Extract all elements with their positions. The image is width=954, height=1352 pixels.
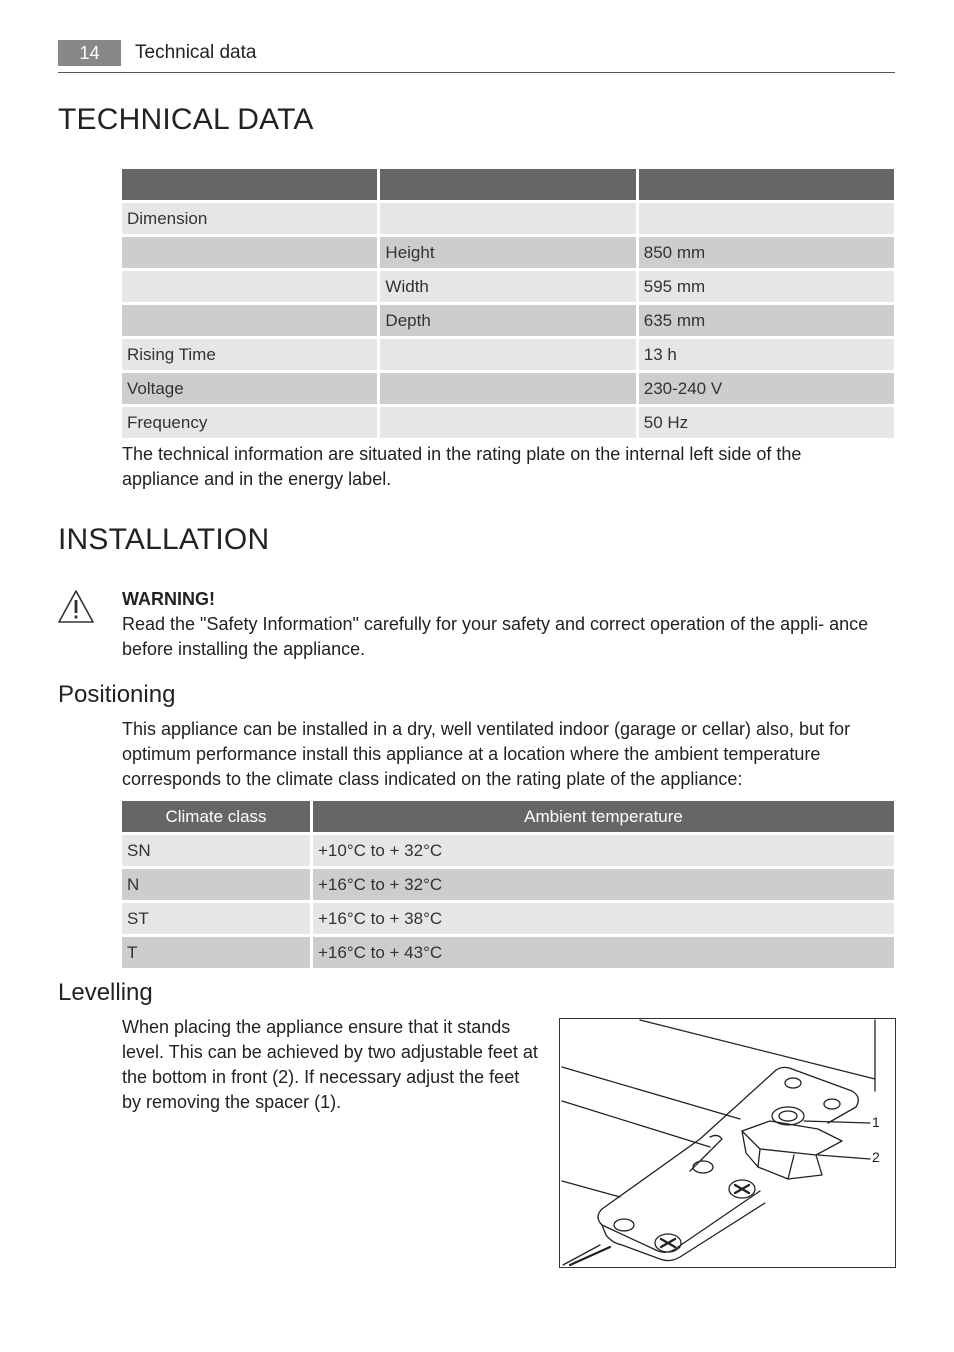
table-header-cell	[639, 169, 894, 200]
table-cell: +16°C to + 38°C	[313, 903, 894, 934]
table-row	[122, 407, 894, 438]
climate-class-table	[119, 798, 897, 971]
table-cell: +16°C to + 43°C	[313, 937, 894, 968]
page-number: 14	[58, 40, 121, 66]
table-row	[122, 835, 894, 866]
technical-data-table	[119, 166, 897, 441]
table-cell	[380, 339, 635, 370]
table-header-cell	[380, 169, 635, 200]
table-row	[122, 237, 894, 268]
table-cell: Voltage	[122, 373, 377, 404]
table-row	[122, 903, 894, 934]
technical-data-title: TECHNICAL DATA	[58, 103, 314, 136]
table-cell: 595 mm	[639, 271, 894, 302]
warning-triangle-icon	[57, 589, 95, 625]
technical-info-note: The technical information are situated in the rating plate on the internal left side of the appliance and in the energy label.	[122, 444, 802, 489]
table-cell: N	[122, 869, 310, 900]
ambient-temperature-header: Ambient temperature	[313, 801, 894, 832]
table-cell: Depth	[380, 305, 635, 336]
warning-title: WARNING!	[122, 589, 215, 609]
table-cell	[122, 237, 377, 268]
table-cell	[380, 407, 635, 438]
table-cell: 50 Hz	[639, 407, 894, 438]
climate-class-header: Climate class	[122, 801, 310, 832]
table-row	[122, 339, 894, 370]
table-cell: Dimension	[122, 203, 377, 234]
table-cell: +16°C to + 32°C	[313, 869, 894, 900]
warning-text: Read the "Safety Information" carefully for your safety and correct operation of the appli- ance before installing the appliance.	[122, 614, 869, 659]
callout-2: 2	[872, 1149, 880, 1165]
levelling-title: Levelling	[58, 979, 153, 1006]
table-row	[122, 373, 894, 404]
levelling-foot-illustration	[559, 1018, 896, 1268]
table-cell	[122, 305, 377, 336]
table-row	[122, 271, 894, 302]
table-header-row	[122, 801, 894, 832]
table-cell: Rising Time	[122, 339, 377, 370]
adjustable-foot-drawing	[560, 1019, 895, 1267]
table-cell	[380, 373, 635, 404]
table-cell: SN	[122, 835, 310, 866]
table-cell: 230-240 V	[639, 373, 894, 404]
table-row	[122, 203, 894, 234]
table-cell	[380, 203, 635, 234]
table-header-row	[122, 169, 894, 200]
installation-title: INSTALLATION	[58, 523, 270, 556]
table-cell	[639, 203, 894, 234]
callout-1: 1	[872, 1114, 880, 1130]
table-cell: Width	[380, 271, 635, 302]
table-cell: 13 h	[639, 339, 894, 370]
table-header-cell	[122, 169, 377, 200]
table-cell: ST	[122, 903, 310, 934]
levelling-text: When placing the appliance ensure that it stands level. This can be achieved by two adjustable feet at the bottom in front (2). If necessary adjust the feet by removing the spacer (1).	[122, 1017, 538, 1112]
positioning-title: Positioning	[58, 681, 176, 708]
table-cell: Height	[380, 237, 635, 268]
table-row	[122, 937, 894, 968]
table-row	[122, 869, 894, 900]
table-cell: T	[122, 937, 310, 968]
positioning-text: This appliance can be installed in a dry, well ventilated indoor (garage or cellar) also, but for optimum performance install this appliance at a location where the ambient temperature corresponds to the climate class indicated on the rating plate of the appliance:	[122, 719, 851, 789]
table-cell: Frequency	[122, 407, 377, 438]
table-cell: 850 mm	[639, 237, 894, 268]
running-title: Technical data	[135, 42, 257, 63]
page-header	[58, 40, 895, 73]
table-row	[122, 305, 894, 336]
table-cell: 635 mm	[639, 305, 894, 336]
table-cell: +10°C to + 32°C	[313, 835, 894, 866]
table-cell	[122, 271, 377, 302]
